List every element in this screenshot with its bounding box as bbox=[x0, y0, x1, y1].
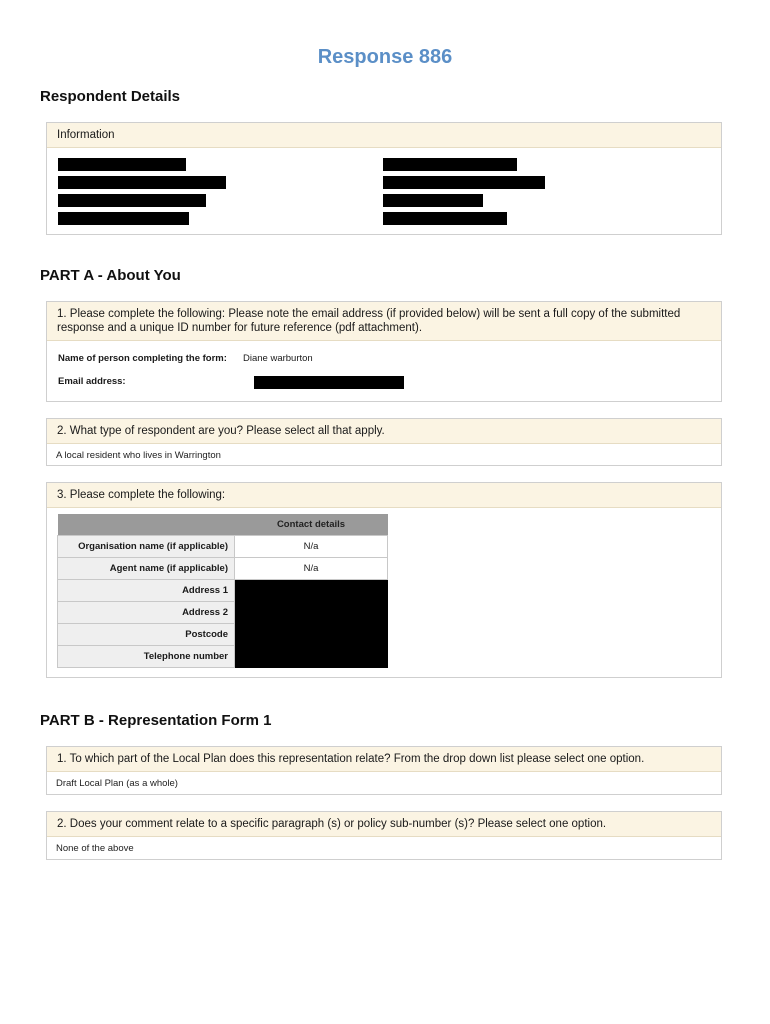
contact-details-table bbox=[57, 514, 388, 668]
redaction-block bbox=[383, 212, 507, 225]
redacted-value bbox=[235, 580, 388, 602]
page-title: Response 886 bbox=[317, 46, 453, 68]
row-label: Agent name (if applicable) bbox=[58, 558, 235, 580]
redaction-block bbox=[383, 194, 483, 207]
redaction-block bbox=[383, 158, 517, 171]
part-b-question-2 bbox=[46, 811, 722, 860]
row-label: Address 2 bbox=[58, 602, 235, 624]
email-label: Email address: bbox=[58, 376, 126, 387]
question-label: 1. Please complete the following: Please note the email address (if provided below) will be sent a full copy of the submitted response and a unique ID number for future reference (pdf attachment). bbox=[47, 302, 721, 341]
panel-header: Information bbox=[47, 123, 721, 148]
row-label: Postcode bbox=[58, 624, 235, 646]
row-label: Telephone number bbox=[58, 646, 235, 668]
redaction-block bbox=[58, 212, 189, 225]
answer-text: A local resident who lives in Warrington bbox=[56, 450, 221, 461]
table-header-contact-details: Contact details bbox=[235, 514, 388, 536]
row-label: Address 1 bbox=[58, 580, 235, 602]
redacted-value bbox=[235, 624, 388, 646]
table-row bbox=[58, 624, 388, 646]
part-b-question-1 bbox=[46, 746, 722, 795]
row-value: N/a bbox=[235, 536, 388, 558]
row-label: Organisation name (if applicable) bbox=[58, 536, 235, 558]
answer-text: None of the above bbox=[56, 843, 134, 854]
question-label: 1. To which part of the Local Plan does this representation relate? From the drop down list please select one option. bbox=[47, 747, 721, 772]
redaction-block bbox=[58, 194, 206, 207]
question-label: 2. Does your comment relate to a specific paragraph (s) or policy sub-number (s)? Please select one option. bbox=[47, 812, 721, 837]
name-label: Name of person completing the form: bbox=[58, 353, 227, 364]
part-a-question-3 bbox=[46, 482, 722, 678]
part-a-question-1 bbox=[46, 301, 722, 402]
section-heading-respondent-details: Respondent Details bbox=[40, 88, 181, 105]
redacted-value bbox=[235, 602, 388, 624]
table-row bbox=[58, 580, 388, 602]
row-value: N/a bbox=[235, 558, 388, 580]
part-a-question-2 bbox=[46, 418, 722, 466]
redaction-block bbox=[58, 158, 186, 171]
redaction-block bbox=[383, 176, 545, 189]
section-heading-part-b: PART B - Representation Form 1 bbox=[40, 712, 272, 729]
table-row bbox=[58, 646, 388, 668]
redacted-value bbox=[235, 646, 388, 668]
respondent-information-panel bbox=[46, 122, 722, 235]
question-label: 2. What type of respondent are you? Please select all that apply. bbox=[47, 419, 721, 444]
question-label: 3. Please complete the following: bbox=[47, 483, 721, 508]
answer-text: Draft Local Plan (as a whole) bbox=[56, 778, 178, 789]
table-row bbox=[58, 536, 388, 558]
table-row bbox=[58, 602, 388, 624]
email-redaction bbox=[254, 376, 404, 389]
table-header-blank bbox=[58, 514, 235, 536]
redaction-block bbox=[58, 176, 226, 189]
name-value: Diane warburton bbox=[243, 353, 313, 364]
section-heading-part-a: PART A - About You bbox=[40, 267, 181, 284]
table-row bbox=[58, 558, 388, 580]
